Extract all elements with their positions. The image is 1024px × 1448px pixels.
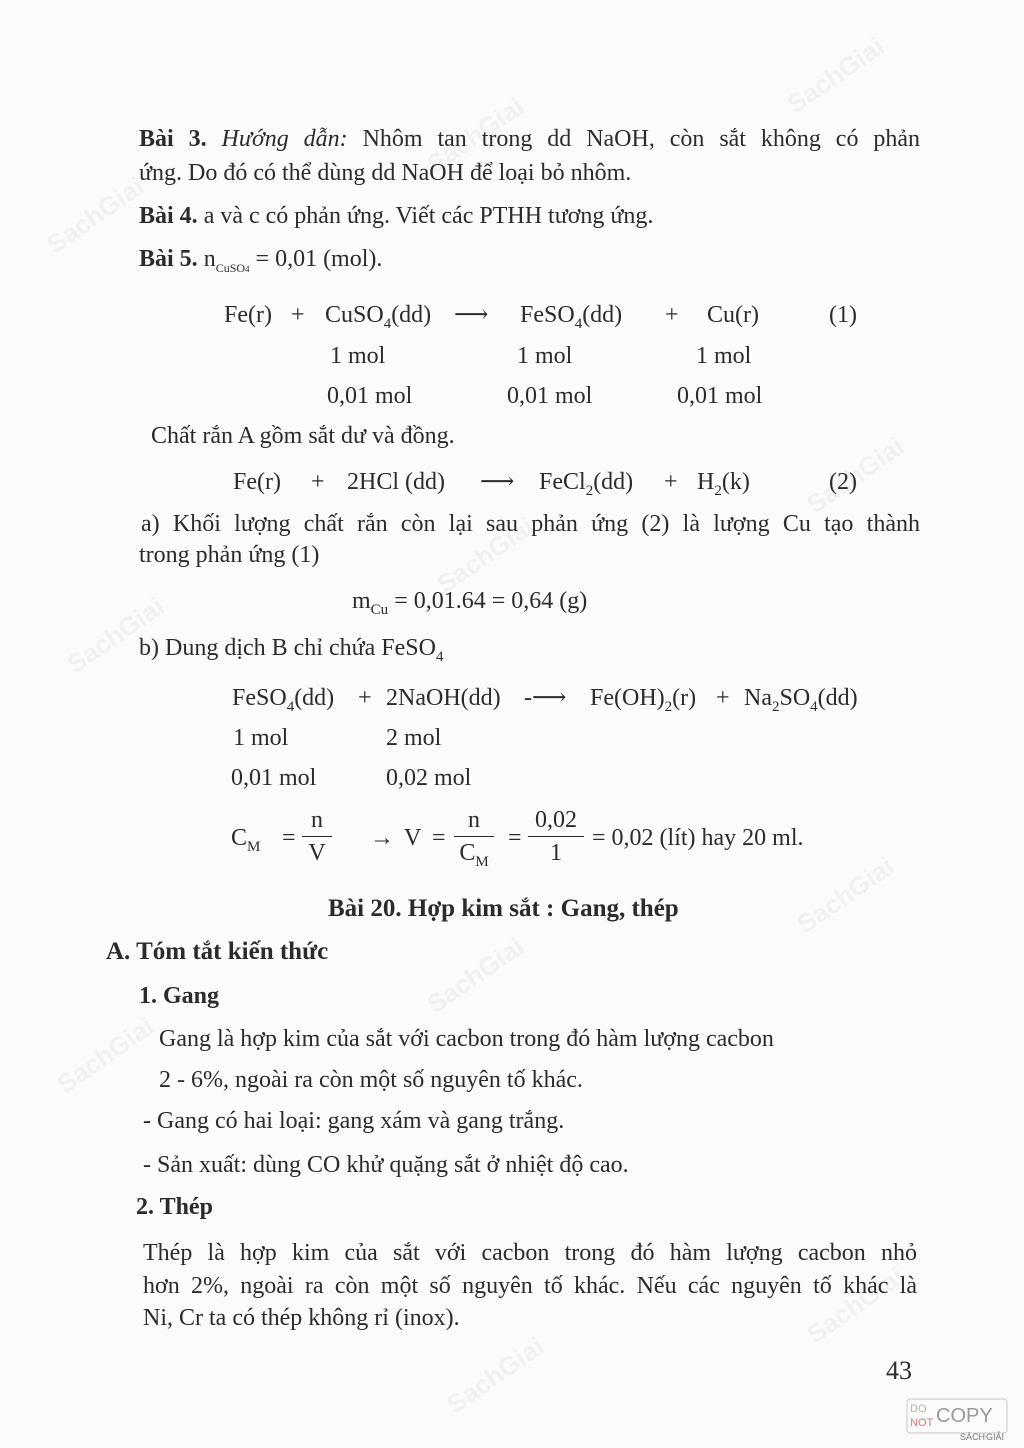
mol-value: 0,01 mol bbox=[507, 383, 593, 409]
svg-text:COPY: COPY bbox=[936, 1405, 993, 1427]
thep-paragraph-line2: hơn 2%, ngoài ra còn một số nguyên tố khác. Nếu các nguyên tố khác là bbox=[143, 1273, 917, 1299]
eq2-h2: $H_2(k)$ bbox=[697, 469, 750, 499]
section-a-title: A. Tóm tắt kiến thức bbox=[106, 938, 329, 965]
eq2-hcl: 2HCl (dd) bbox=[347, 469, 445, 495]
bai4-text: a và c có phản ứng. Viết các PTHH tương ứng. bbox=[203, 203, 654, 229]
bai4-line bbox=[139, 201, 653, 231]
eq1-cu: Cu(r) bbox=[707, 302, 759, 328]
gang-list-item: - Sản xuất: dùng CO khử quặng sắt ở nhiệt độ cao. bbox=[143, 1152, 629, 1178]
bai3-line2: ứng. Do đó có thể dùng dd NaOH để loại bỏ nhôm. bbox=[139, 160, 632, 186]
volume-result: = 0,02 (lít) hay 20 ml. bbox=[592, 825, 804, 851]
gang-heading: 1. Gang bbox=[139, 983, 220, 1009]
n-value: = 0,01 (mol). bbox=[255, 246, 383, 272]
eq1-plus: + bbox=[291, 302, 305, 328]
eq1-number: (1) bbox=[829, 302, 857, 328]
eq1-cuso4: CuSO$_4$(dd) bbox=[325, 302, 432, 332]
thep-heading: 2. Thép bbox=[136, 1194, 213, 1220]
gang-paragraph-line2: 2 - 6%, ngoài ra còn một số nguyên tố khác. bbox=[159, 1067, 583, 1093]
eq3-feoh2: $Fe(OH)_2(r)$ bbox=[590, 685, 697, 715]
cm-symbol: $C_M$ bbox=[231, 825, 261, 855]
eq2-plus: + bbox=[311, 469, 325, 495]
svg-text:SÁCH: SÁCH bbox=[960, 1432, 986, 1442]
fraction-n-over-v: n V bbox=[302, 806, 332, 867]
part-b-line: b) Dung dịch B chỉ chứa FeSO$_4$ bbox=[139, 635, 444, 665]
bai3-hint: Hướng dẫn: bbox=[221, 126, 348, 152]
eq1-plus: + bbox=[665, 302, 679, 328]
n-symbol: n bbox=[203, 246, 216, 272]
mol-value: 1 mol bbox=[233, 725, 289, 751]
equals-sign: = bbox=[508, 825, 522, 851]
mol-value: 1 mol bbox=[330, 343, 386, 369]
eq2-fe: Fe(r) bbox=[233, 469, 281, 495]
eq1-feso4: FeSO$_4$(dd) bbox=[520, 302, 623, 332]
eq1-fe: Fe(r) bbox=[224, 302, 272, 328]
svg-text:NOT: NOT bbox=[910, 1417, 934, 1429]
svg-text:DO: DO bbox=[910, 1403, 927, 1415]
mol-value: 1 mol bbox=[696, 343, 752, 369]
part-a-line1: a) Khối lượng chất rắn còn lại sau phản ứng (2) là lượng Cu tạo thành bbox=[141, 511, 920, 537]
watermark-text bbox=[781, 31, 890, 120]
eq2-fecl2: FeCl$_2$(dd) bbox=[539, 469, 634, 499]
watermark-text bbox=[41, 171, 150, 260]
v-symbol: V bbox=[404, 825, 422, 851]
thep-paragraph-line1: Thép là hợp kim của sắt với cacbon trong đó hàm lượng cacbon nhỏ bbox=[143, 1240, 917, 1266]
equals-sign: = bbox=[282, 825, 296, 851]
eq3-plus: + bbox=[358, 685, 372, 711]
bai5-label: Bài 5. bbox=[139, 246, 198, 272]
page-number: 43 bbox=[886, 1356, 912, 1385]
eq3-plus: + bbox=[716, 685, 730, 711]
svg-text:GIẢI: GIẢI bbox=[986, 1432, 1005, 1442]
mol-value: 0,01 mol bbox=[327, 383, 413, 409]
do-not-copy-logo bbox=[906, 1398, 1016, 1442]
watermark-text bbox=[51, 1011, 160, 1100]
equals-sign: = bbox=[432, 825, 446, 851]
gang-list-item: - Gang có hai loại: gang xám và gang trắng. bbox=[143, 1108, 565, 1134]
eq3-feso4: FeSO$_4$(dd) bbox=[232, 685, 335, 715]
lesson-title: Bài 20. Hợp kim sắt : Gang, thép bbox=[328, 895, 679, 922]
eq2-arrow: ⟶ bbox=[480, 469, 515, 495]
mcu-formula: $m_{Cu} = 0,01.64 = 0,64$ (g) bbox=[352, 588, 588, 618]
solid-a-text: Chất rắn A gồm sắt dư và đồng. bbox=[151, 423, 455, 449]
eq3-arrow: -⟶ bbox=[524, 685, 567, 711]
eq2-plus: + bbox=[664, 469, 678, 495]
eq2-number: (2) bbox=[829, 469, 857, 495]
fraction-n-over-cm: n $C_M$ bbox=[454, 806, 494, 876]
eq3-naoh: 2NaOH(dd) bbox=[386, 685, 501, 711]
watermark-text bbox=[421, 931, 530, 1020]
watermark-text bbox=[791, 851, 900, 940]
bai4-label: Bài 4. bbox=[139, 203, 198, 229]
n-subscript: CuSO4 bbox=[215, 261, 250, 275]
fraction-value: 0,02 1 bbox=[528, 806, 584, 867]
bai3-text: Nhôm tan trong dd NaOH, còn sắt không có phản bbox=[362, 126, 921, 152]
mol-value: 2 mol bbox=[386, 725, 442, 751]
eq1-arrow: ⟶ bbox=[454, 302, 489, 328]
mol-value: 1 mol bbox=[517, 343, 573, 369]
logo-graphic bbox=[906, 1398, 1016, 1442]
bai5-line bbox=[139, 244, 382, 284]
mol-value: 0,01 mol bbox=[677, 383, 763, 409]
eq3-na2so4: $Na_2SO_4(dd)$ bbox=[744, 685, 858, 715]
gang-paragraph-line1: Gang là hợp kim của sắt với cacbon trong đó hàm lượng cacbon bbox=[159, 1026, 774, 1052]
part-a-line2: trong phản ứng (1) bbox=[139, 542, 320, 568]
bai3-line1 bbox=[139, 124, 920, 154]
mol-value: 0,02 mol bbox=[386, 765, 472, 791]
implies-arrow: → bbox=[370, 825, 394, 851]
bai3-label: Bài 3. bbox=[139, 126, 207, 152]
thep-paragraph-line3: Ni, Cr ta có thép không rỉ (inox). bbox=[143, 1305, 460, 1331]
mol-value: 0,01 mol bbox=[231, 765, 317, 791]
watermark-text bbox=[441, 1331, 550, 1420]
